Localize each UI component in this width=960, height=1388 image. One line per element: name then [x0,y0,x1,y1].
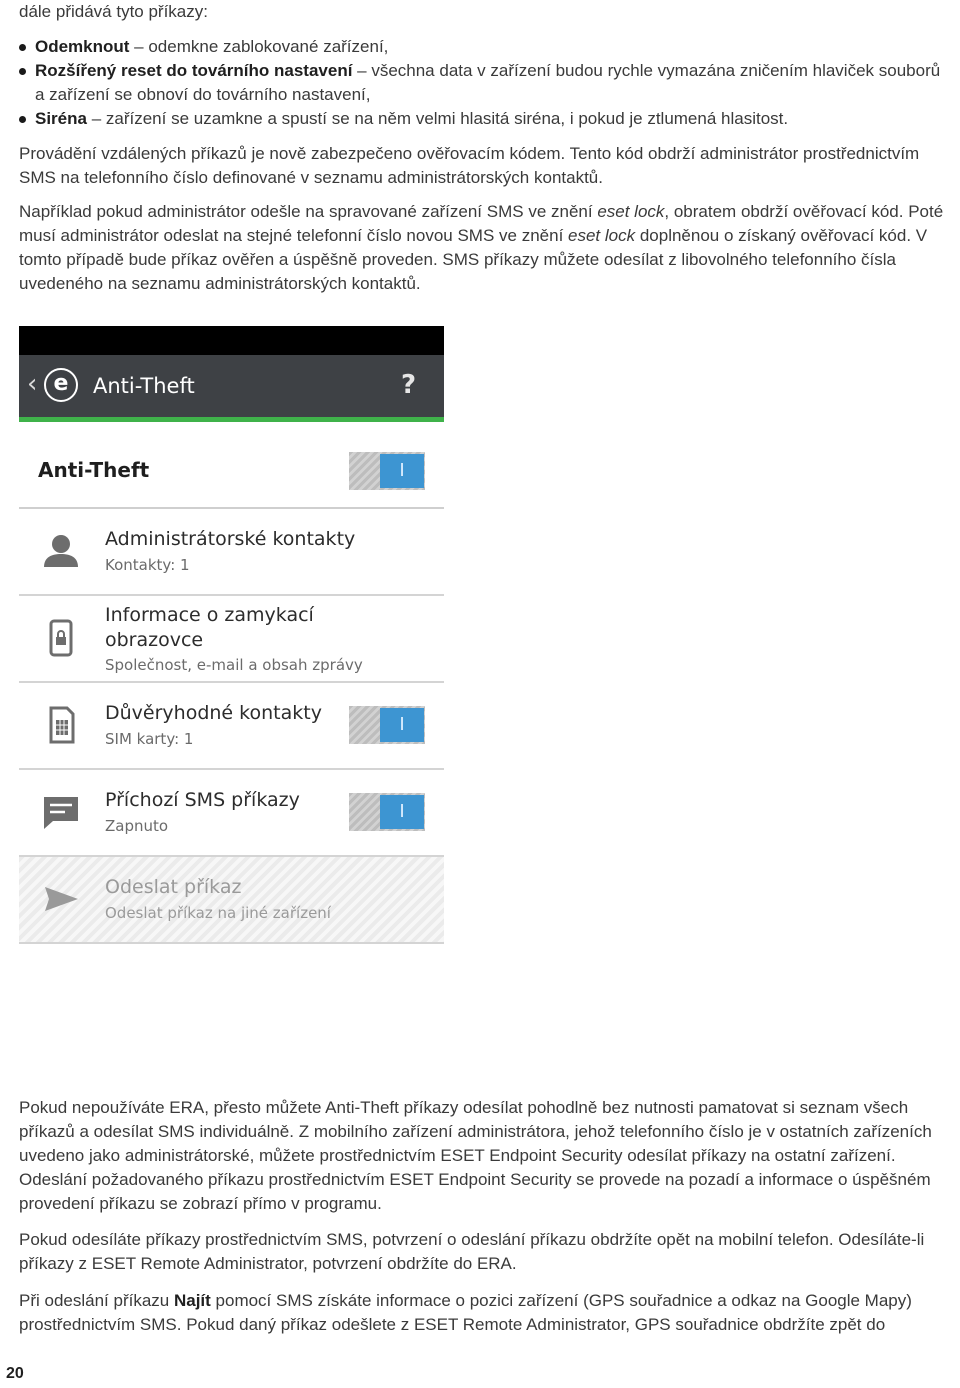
list-item [19,35,954,59]
list-item [19,107,954,131]
command-list [19,35,954,131]
row-title: Administrátorské kontakty [105,528,356,550]
command-example: eset lock [597,202,665,221]
settings-row-lock-screen-info[interactable] [19,596,444,683]
toggle-knob: I [380,454,424,488]
anti-theft-toggle[interactable] [349,452,425,490]
paragraph-example [19,200,954,296]
sim-card-icon [41,705,81,745]
message-icon [41,792,81,832]
section-title: Anti-Theft [38,458,150,482]
row-title: Odeslat příkaz [105,876,242,898]
row-subtitle: Odeslat příkaz na jiné zařízení [105,904,331,922]
intro-lead: dále přidává tyto příkazy: [19,2,208,21]
text-run: pomocí SMS získáte informace o pozici zařízení (GPS souřadnice a odkaz na Google Mapy) prostřednictvím SMS. Pokud daný příkaz odešlete z ESET Remote Administrator, GPS souřadnice obdržíte zpět do [19,1291,912,1334]
text-run: doplněnou o získaný ověřovací kód. V tomto případě bude příkaz ověřen a úspěšně proveden. SMS příkazy můžete odesílat z libovolného telefonního čísla uvedeného na seznamu administrátorských kontaktů. [19,226,928,293]
back-chevron-icon[interactable]: ‹ [27,369,38,399]
outro-section [19,1096,954,1337]
trusted-contacts-toggle[interactable] [349,706,425,744]
app-bar-title: Anti-Theft [93,374,195,398]
anti-theft-header [19,422,444,509]
phone-lock-icon [41,618,81,658]
row-subtitle: Společnost, e-mail a obsah zprávy [105,656,363,674]
row-title: Informace o zamykací [105,604,314,626]
command-desc: – všechna data v zařízení budou rychle vymazána zničením hlaviček souborů a zařízení se obnoví do továrního nastavení, [35,61,941,104]
help-icon[interactable]: ? [401,370,417,400]
text-run: Například pokud administrátor odešle na spravované zařízení SMS ve znění [19,202,598,221]
row-title: Příchozí SMS příkazy [105,789,300,811]
list-item [19,59,954,107]
send-icon [41,879,81,919]
command-desc: – odemkne zablokované zařízení, [129,37,389,56]
command-term: Rozšířený reset do továrního nastavení [35,61,353,80]
command-example: eset lock [568,226,636,245]
intro-section [19,0,954,296]
paragraph-era: Pokud nepoužíváte ERA, přesto můžete Anti-Theft příkazy odesílat pohodlně bez nutnosti pamatovat si seznam všech příkazů a odesílat SMS individuálně. Z mobilního zařízení administrátora, jehož telefonního číslo je v ostatních zařízeních uvedeno jako administrátorské, můžete prostřednictvím ESET Endpoint Security odesílat příkazy na ostatní zařízení. Odeslání požadovaného příkazu prostřednictvím ESET Endpoint Security se provede na pozadí a informace o úspěšném provedení příkazu se zobrazí přímo v programu. [19,1098,932,1213]
settings-row-admin-contacts[interactable] [19,509,444,596]
paragraph-confirmation: Pokud odesíláte příkazy prostřednictvím SMS, potvrzení o odeslání příkazu obdržíte opět na mobilní telefon. Odesíláte-li příkazy z ESET Remote Administrator, potvrzení obdržíte do ERA. [19,1230,925,1273]
row-subtitle: Kontakty: 1 [105,556,190,574]
command-desc: – zařízení se uzamkne a spustí se na něm velmi hlasitá siréna, i pokud je ztlumená hlasitost. [86,109,789,128]
row-subtitle: Zapnuto [105,817,169,835]
row-title: Důvěryhodné kontakty [105,702,322,724]
text-run: Při odeslání příkazu [19,1291,174,1310]
app-bar [19,355,444,422]
paragraph-verification: Provádění vzdálených příkazů je nově zabezpečeno ověřovacím kódem. Tento kód obdrží administrátor prostřednictvím SMS na telefonního číslo definované v seznamu administrátorských kontaktů. [19,144,920,187]
command-term: Najít [173,1291,211,1310]
command-term: Siréna [35,109,87,128]
person-icon [41,531,81,571]
paragraph-find [19,1289,954,1337]
row-subtitle: SIM karty: 1 [105,730,194,748]
settings-row-sms-commands[interactable] [19,770,444,857]
row-title-line2: obrazovce [105,629,204,651]
settings-row-trusted-contacts[interactable] [19,683,444,770]
anti-theft-screenshot [19,326,444,942]
toggle-knob: I [380,795,424,829]
status-bar [19,326,444,355]
settings-row-send-command[interactable] [19,857,444,944]
sms-commands-toggle[interactable] [349,793,425,831]
toggle-knob: I [380,708,424,742]
eset-logo-icon: e [44,368,78,402]
page-number: 20 [6,1365,24,1382]
text-run: , obratem obdrží ověřovací kód. Poté musí administrátor odeslat na stejné telefonní číslo novou SMS ve znění [19,202,944,245]
command-term: Odemknout [35,37,130,56]
